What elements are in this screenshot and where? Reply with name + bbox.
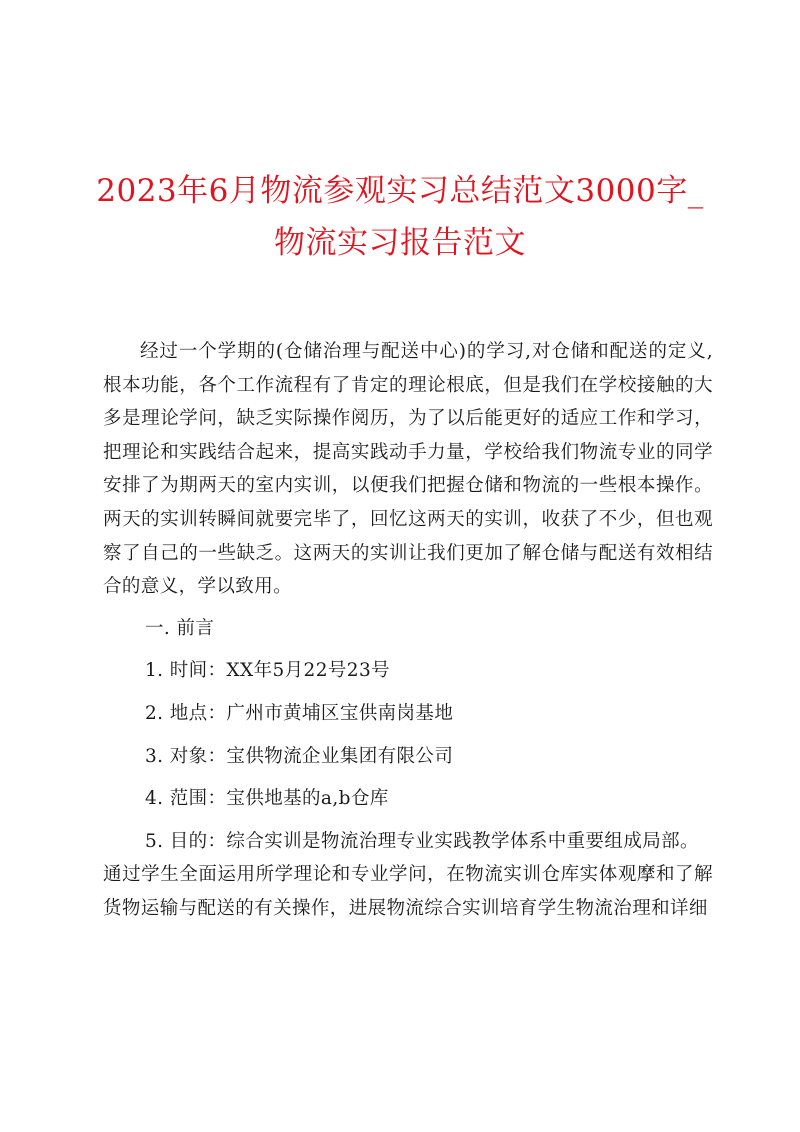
list-item-target: 3. 对象：宝供物流企业集团有限公司 [145,745,454,767]
list-item-time: 1. 时间：XX年5月22号23号 [145,660,391,682]
section-heading: 一. 前言 [145,617,215,639]
document-title: 2023年6月物流参观实习总结范文3000字_物流实习报告范文 [96,173,704,261]
list-item-purpose: 5. 目的：综合实训是物流治理专业实践教学体系中重要组成局部。 [145,830,699,852]
intro-paragraph: 经过一个学期的(仓储治理与配送中心)的学习,对仓储和配送的定义,根本功能，各个工作流程有了肯定的理论根底，但是我们在学校接触的大多是理论学问，缺乏实际操作阅历，为了以后能更好的适应工作和学习，把理论和实践结合起来，提高实践动手力量，学校给我们物流专业的同学安排了为期两天的室内实训，以便我们把握仓储和物流的一些根本操作。两天的实训转瞬间就要完毕了，回忆这两天的实训，收获了不少，但也观察了自己的一些缺乏。这两天的实训让我们更加了解仓储与配送有效相结合的意义，学以致用。 [103,341,713,598]
continuation-paragraph: 通过学生全面运用所学理论和专业学问，在物流实训仓库实体观摩和了解货物运输与配送的有关操作，进展物流综合实训培育学生物流治理和详细 [103,864,713,919]
document-body [103,335,713,926]
list-item-scope: 4. 范围：宝供地基的a,b仓库 [145,788,389,810]
list-item-location: 2. 地点：广州市黄埔区宝供南岗基地 [145,702,454,724]
